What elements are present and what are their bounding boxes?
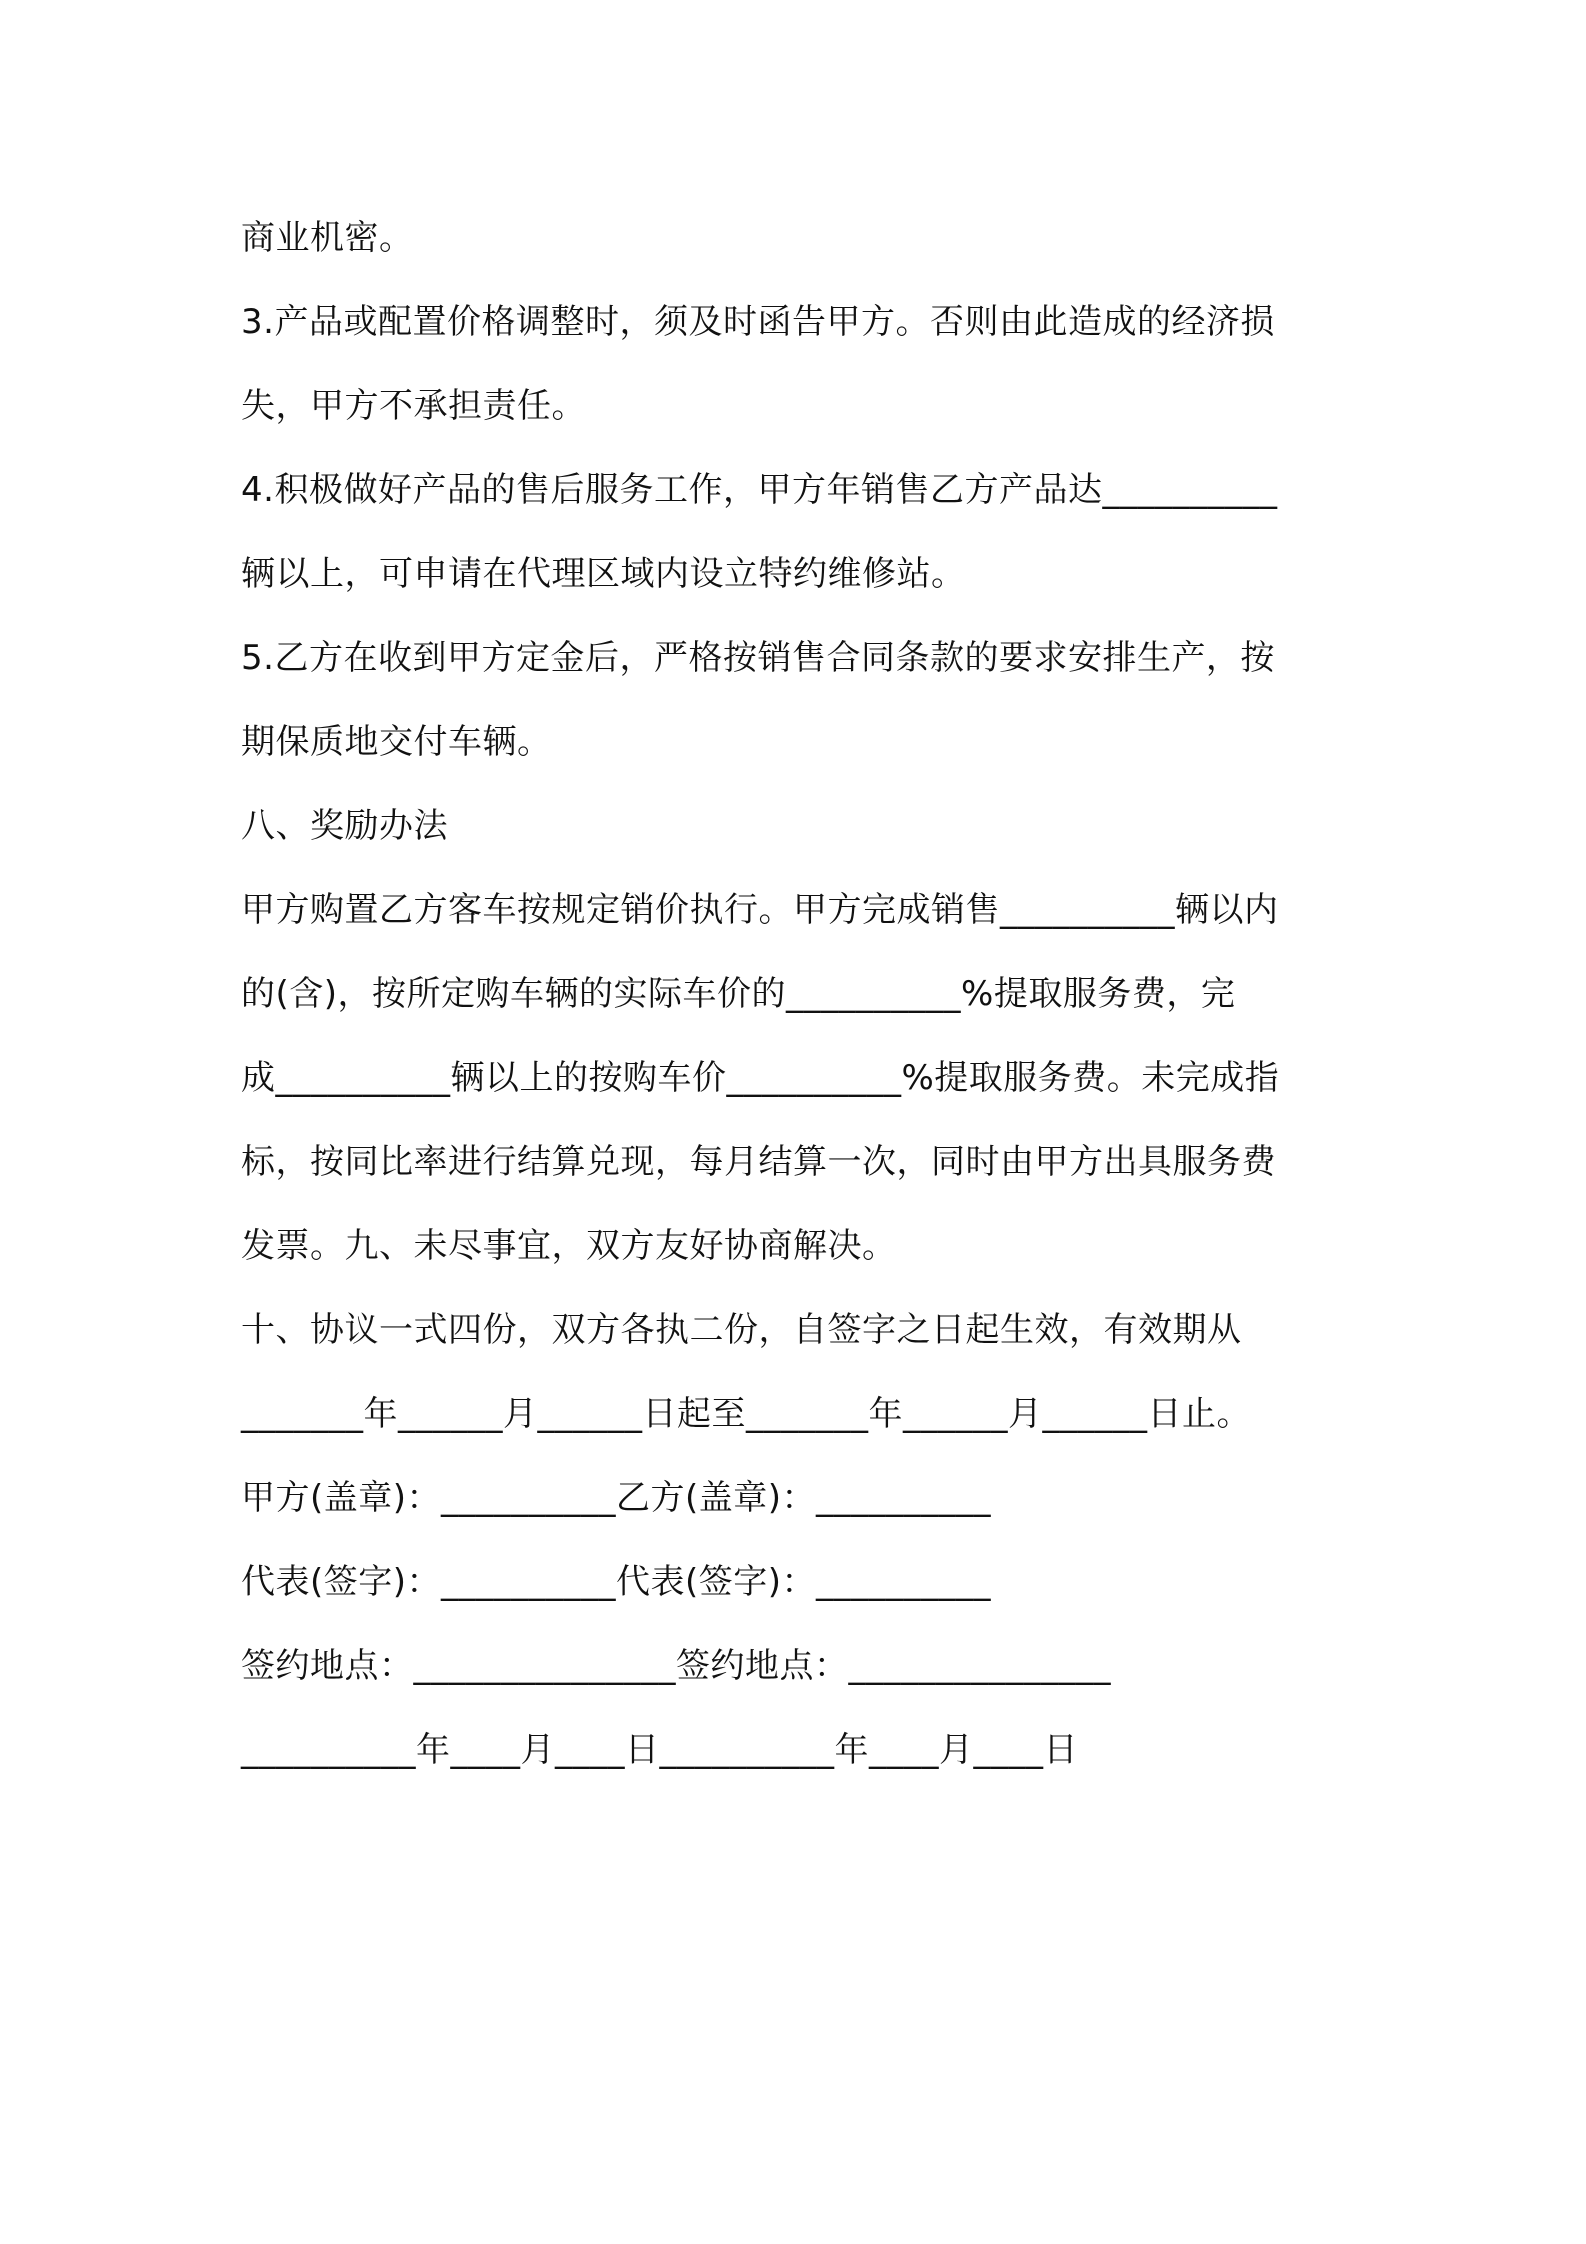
representative-signature-line: 代表(签字)：__________代表(签字)：__________	[241, 1562, 992, 1602]
agreement-line-1: 十、协议一式四份，双方各执二份，自签字之日起生效，有效期从	[241, 1310, 1242, 1350]
party-seal-line: 甲方(盖章)：__________乙方(盖章)：__________	[241, 1478, 992, 1518]
section-heading: 八、奖励办法	[241, 806, 448, 846]
clause-3-line-2: 失，甲方不承担责任。	[241, 386, 586, 426]
clause-3-line-1: 3.产品或配置价格调整时，须及时函告甲方。否则由此造成的经济损	[241, 302, 1275, 342]
reward-line-3: 成__________辆以上的按购车价__________%提取服务费。未完成指	[241, 1058, 1280, 1098]
clause-4-line-1: 4.积极做好产品的售后服务工作，甲方年销售乙方产品达__________	[241, 470, 1278, 510]
clause-4-line-2: 辆以上，可申请在代理区域内设立特约维修站。	[241, 554, 966, 594]
validity-date-line: _______年______月______日起至_______年______月______日止。	[241, 1394, 1251, 1434]
reward-line-5: 发票。九、未尽事宜，双方友好协商解决。	[241, 1226, 897, 1266]
document-body	[241, 196, 1356, 1792]
clause-5-line-1: 5.乙方在收到甲方定金后，严格按销售合同条款的要求安排生产，按	[241, 638, 1275, 678]
signing-date-line: __________年____月____日__________年____月____日	[241, 1730, 1078, 1770]
text-line: 商业机密。	[241, 218, 414, 258]
signing-place-line: 签约地点：_______________签约地点：_______________	[241, 1646, 1111, 1686]
clause-5-line-2: 期保质地交付车辆。	[241, 722, 552, 762]
reward-line-1: 甲方购置乙方客车按规定销价执行。甲方完成销售__________辆以内	[241, 890, 1279, 930]
reward-line-2: 的(含)，按所定购车辆的实际车价的__________%提取服务费，完	[241, 974, 1236, 1014]
reward-line-4: 标，按同比率进行结算兑现，每月结算一次，同时由甲方出具服务费	[241, 1142, 1276, 1182]
